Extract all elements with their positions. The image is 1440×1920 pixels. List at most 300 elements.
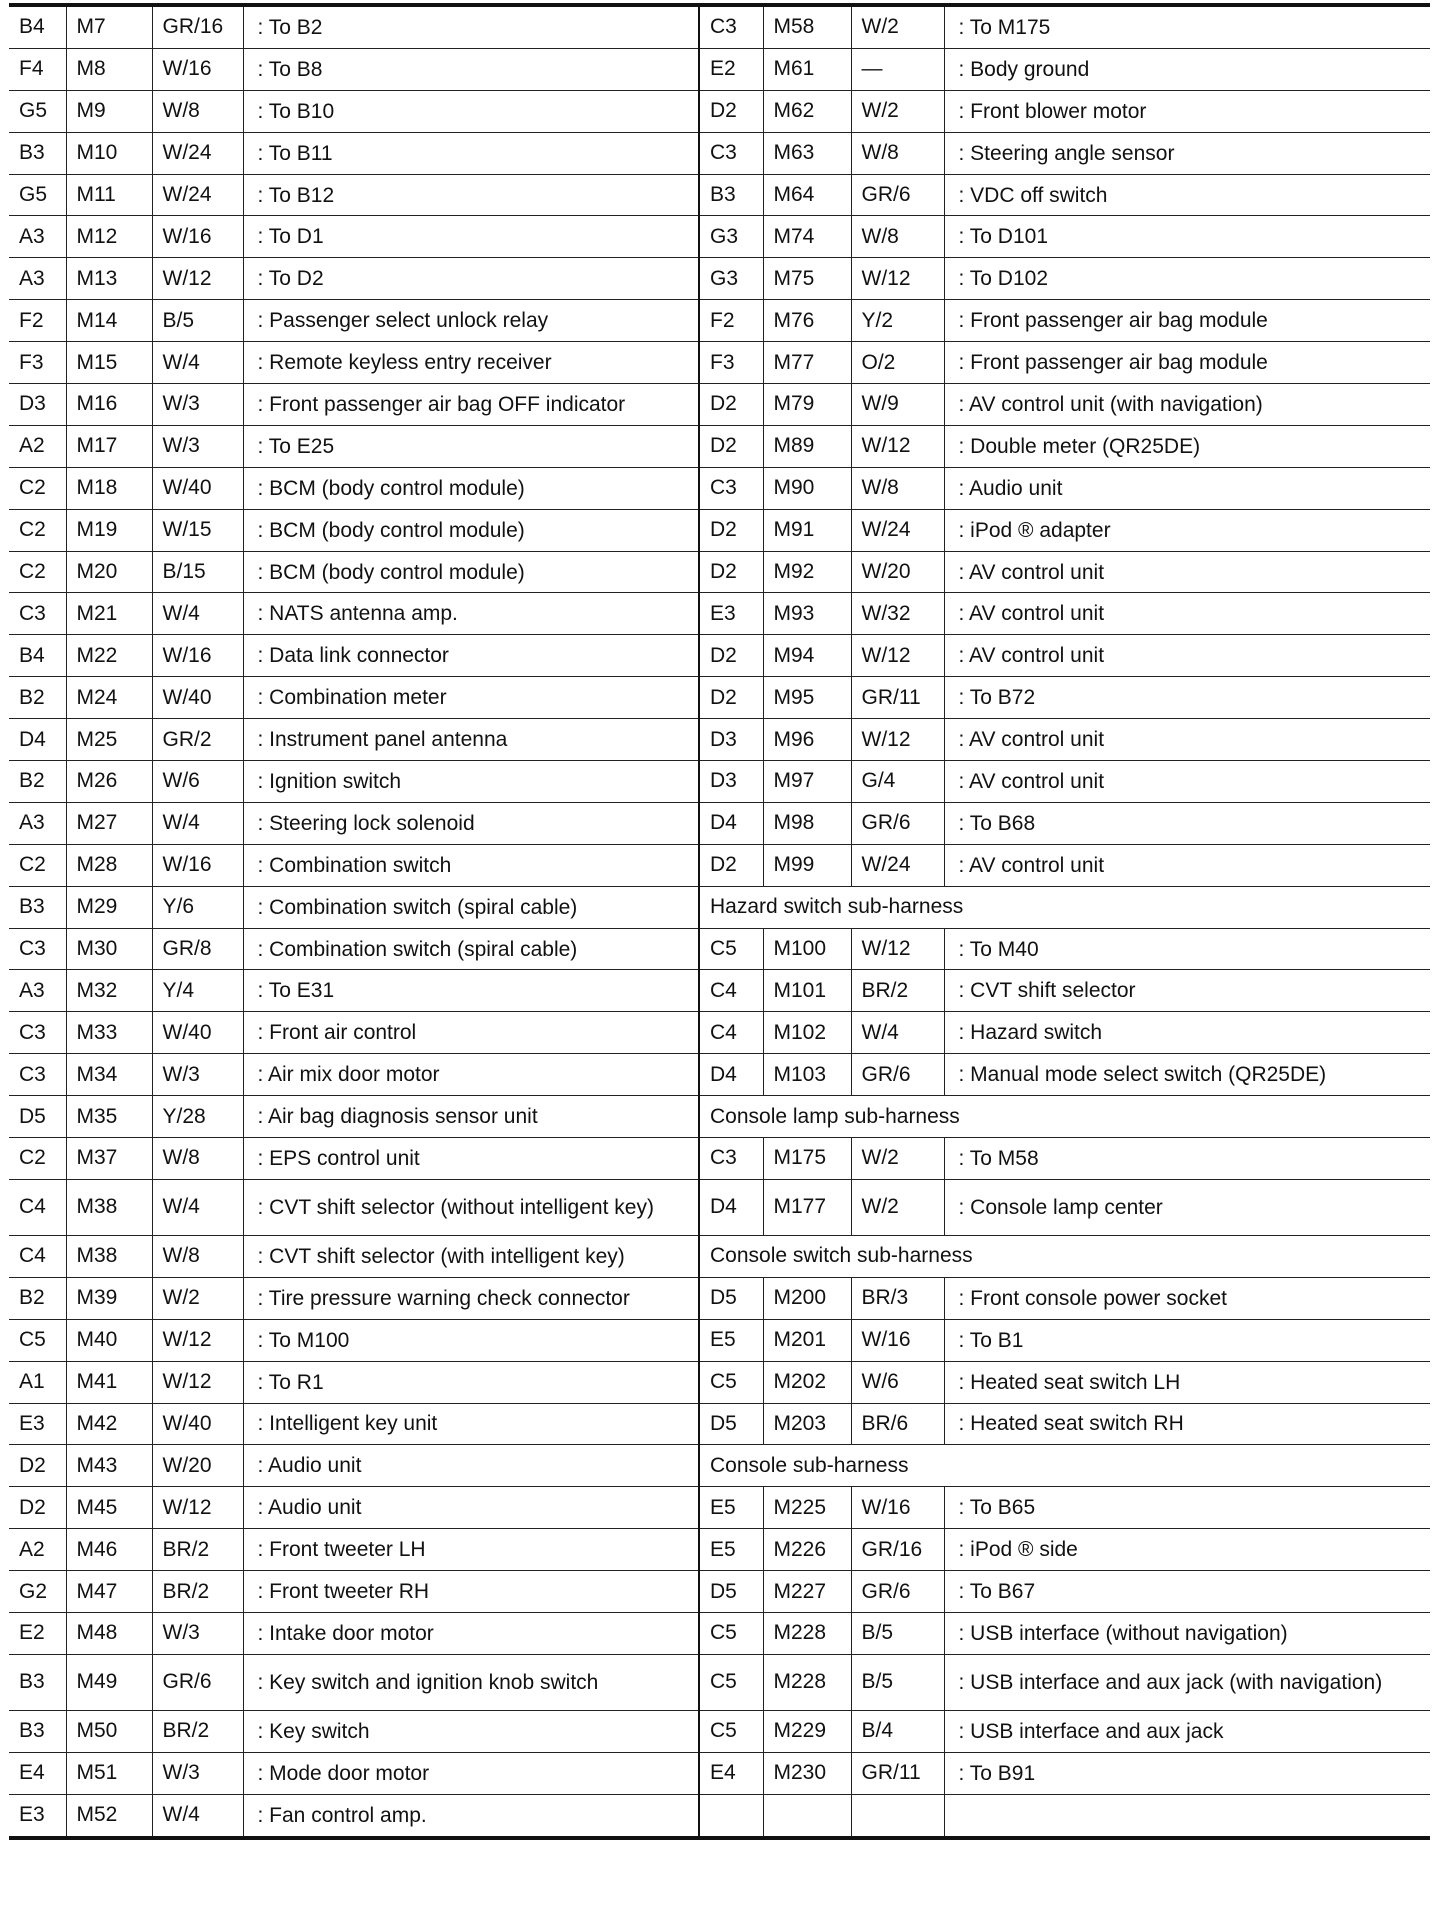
connector-description: : To B2 [243, 5, 699, 48]
grid-location: G3 [699, 258, 763, 300]
connector-number: M35 [66, 1096, 152, 1138]
connector-description: : To B10 [243, 90, 699, 132]
connector-description: : Hazard switch [944, 1012, 1430, 1054]
connector-color-pins: BR/2 [152, 1529, 243, 1571]
connector-number: M32 [66, 970, 152, 1012]
grid-location: D2 [699, 509, 763, 551]
connector-description: : Front blower motor [944, 90, 1430, 132]
grid-location: D3 [699, 761, 763, 803]
connector-description: : Console lamp center [944, 1179, 1430, 1235]
table-row [9, 425, 1430, 467]
connector-number: M12 [66, 216, 152, 258]
table-row [9, 1319, 1430, 1361]
connector-number: M22 [66, 635, 152, 677]
connector-description: : AV control unit [944, 635, 1430, 677]
connector-description: : Air bag diagnosis sensor unit [243, 1096, 699, 1138]
grid-location: D2 [699, 551, 763, 593]
connector-color-pins: W/24 [851, 844, 944, 886]
connector-number: M229 [763, 1710, 851, 1752]
connector-color-pins: GR/11 [851, 1752, 944, 1794]
connector-color-pins: Y/6 [152, 886, 243, 928]
connector-number: M202 [763, 1361, 851, 1403]
connector-color-pins: GR/6 [851, 802, 944, 844]
connector-number: M203 [763, 1403, 851, 1445]
connector-description: : To B8 [243, 48, 699, 90]
table-row [9, 802, 1430, 844]
connector-number: M34 [66, 1054, 152, 1096]
connector-number: M175 [763, 1138, 851, 1180]
connector-number: M16 [66, 384, 152, 426]
grid-location: D2 [699, 90, 763, 132]
table-row [9, 384, 1430, 426]
table-row [9, 300, 1430, 342]
connector-color-pins: W/20 [152, 1445, 243, 1487]
connector-description: : Instrument panel antenna [243, 719, 699, 761]
sub-harness-heading: Console switch sub-harness [699, 1235, 1430, 1277]
connector-number: M19 [66, 509, 152, 551]
connector-description: : Intelligent key unit [243, 1403, 699, 1445]
table-row [9, 593, 1430, 635]
connector-description: : CVT shift selector (without intelligent key) [243, 1179, 699, 1235]
connector-color-pins: BR/6 [851, 1403, 944, 1445]
connector-color-pins: W/24 [152, 174, 243, 216]
connector-color-pins: W/20 [851, 551, 944, 593]
connector-description: : Key switch [243, 1710, 699, 1752]
grid-location: B2 [9, 761, 66, 803]
table-row [9, 1012, 1430, 1054]
connector-color-pins: W/8 [851, 216, 944, 258]
connector-description: : Front air control [243, 1012, 699, 1054]
grid-location: C3 [9, 928, 66, 970]
connector-description: : To R1 [243, 1361, 699, 1403]
connector-description: : Intake door motor [243, 1612, 699, 1654]
grid-location: C2 [9, 509, 66, 551]
grid-location: C5 [699, 1361, 763, 1403]
connector-color-pins [851, 1794, 944, 1837]
connector-description: : Front tweeter LH [243, 1529, 699, 1571]
connector-color-pins: W/2 [851, 1179, 944, 1235]
connector-description: : AV control unit [944, 719, 1430, 761]
connector-color-pins: W/3 [152, 384, 243, 426]
table-row [9, 635, 1430, 677]
connector-number: M64 [763, 174, 851, 216]
connector-number: M8 [66, 48, 152, 90]
grid-location: D5 [699, 1571, 763, 1613]
grid-location: C3 [9, 1054, 66, 1096]
connector-color-pins: GR/2 [152, 719, 243, 761]
connector-table [9, 3, 1430, 1840]
grid-location: B3 [699, 174, 763, 216]
connector-color-pins: Y/4 [152, 970, 243, 1012]
connector-description: : To B65 [944, 1487, 1430, 1529]
connector-color-pins: GR/8 [152, 928, 243, 970]
connector-color-pins: W/16 [851, 1487, 944, 1529]
table-row [9, 5, 1430, 48]
connector-number: M48 [66, 1612, 152, 1654]
table-row [9, 174, 1430, 216]
connector-description: : Air mix door motor [243, 1054, 699, 1096]
grid-location: E5 [699, 1529, 763, 1571]
connector-color-pins: W/3 [152, 425, 243, 467]
connector-number: M15 [66, 342, 152, 384]
connector-color-pins: W/8 [851, 132, 944, 174]
connector-description: : To B12 [243, 174, 699, 216]
grid-location: D2 [699, 425, 763, 467]
connector-number: M227 [763, 1571, 851, 1613]
grid-location: D5 [9, 1096, 66, 1138]
connector-color-pins: GR/6 [152, 1654, 243, 1710]
connector-color-pins: W/40 [152, 1403, 243, 1445]
grid-location: C4 [699, 970, 763, 1012]
grid-location: C3 [699, 5, 763, 48]
connector-color-pins: W/40 [152, 467, 243, 509]
connector-color-pins: W/2 [851, 90, 944, 132]
connector-color-pins: W/8 [152, 1138, 243, 1180]
connector-description: : To M58 [944, 1138, 1430, 1180]
grid-location: C2 [9, 1138, 66, 1180]
connector-color-pins: W/16 [152, 48, 243, 90]
connector-color-pins: B/4 [851, 1710, 944, 1752]
connector-description: : Audio unit [243, 1487, 699, 1529]
connector-description: : AV control unit (with navigation) [944, 384, 1430, 426]
grid-location: G3 [699, 216, 763, 258]
connector-number: M225 [763, 1487, 851, 1529]
connector-number: M43 [66, 1445, 152, 1487]
connector-number: M11 [66, 174, 152, 216]
connector-number: M100 [763, 928, 851, 970]
connector-color-pins: B/5 [851, 1612, 944, 1654]
connector-number: M79 [763, 384, 851, 426]
table-row [9, 258, 1430, 300]
connector-color-pins: W/16 [152, 635, 243, 677]
table-row [9, 1794, 1430, 1837]
connector-number: M101 [763, 970, 851, 1012]
connector-description: : Front console power socket [944, 1277, 1430, 1319]
connector-color-pins: W/4 [152, 342, 243, 384]
table-row [9, 1235, 1430, 1277]
connector-number: M228 [763, 1612, 851, 1654]
connector-description: : AV control unit [944, 593, 1430, 635]
connector-description: : Steering lock solenoid [243, 802, 699, 844]
grid-location: E4 [9, 1752, 66, 1794]
connector-number: M42 [66, 1403, 152, 1445]
connector-color-pins: W/12 [851, 425, 944, 467]
connector-description: : To B91 [944, 1752, 1430, 1794]
connector-number: M75 [763, 258, 851, 300]
grid-location: B4 [9, 635, 66, 677]
grid-location: C4 [9, 1179, 66, 1235]
connector-number: M7 [66, 5, 152, 48]
connector-number: M230 [763, 1752, 851, 1794]
grid-location: E2 [9, 1612, 66, 1654]
grid-location: E4 [699, 1752, 763, 1794]
connector-number: M76 [763, 300, 851, 342]
connector-color-pins: BR/2 [851, 970, 944, 1012]
connector-number: M97 [763, 761, 851, 803]
connector-color-pins: W/40 [152, 1012, 243, 1054]
connector-color-pins: W/12 [152, 1361, 243, 1403]
grid-location: A2 [9, 425, 66, 467]
grid-location: C5 [699, 1710, 763, 1752]
grid-location: C4 [9, 1235, 66, 1277]
connector-number: M95 [763, 677, 851, 719]
connector-color-pins: W/12 [152, 1487, 243, 1529]
connector-description: : Remote keyless entry receiver [243, 342, 699, 384]
connector-number: M39 [66, 1277, 152, 1319]
connector-number: M200 [763, 1277, 851, 1319]
grid-location: C4 [699, 1012, 763, 1054]
connector-description: : Key switch and ignition knob switch [243, 1654, 699, 1710]
grid-location: C5 [699, 928, 763, 970]
sub-harness-heading: Console lamp sub-harness [699, 1096, 1430, 1138]
grid-location: F3 [9, 342, 66, 384]
table-row [9, 886, 1430, 928]
connector-color-pins: W/4 [851, 1012, 944, 1054]
connector-description: : Manual mode select switch (QR25DE) [944, 1054, 1430, 1096]
connector-number: M51 [66, 1752, 152, 1794]
grid-location: D5 [699, 1403, 763, 1445]
connector-number: M49 [66, 1654, 152, 1710]
connector-number: M45 [66, 1487, 152, 1529]
connector-description: : NATS antenna amp. [243, 593, 699, 635]
grid-location: B2 [9, 677, 66, 719]
grid-location: G5 [9, 174, 66, 216]
connector-color-pins: B/5 [851, 1654, 944, 1710]
table-row [9, 216, 1430, 258]
connector-description: : To B67 [944, 1571, 1430, 1613]
grid-location: B3 [9, 132, 66, 174]
connector-description: : Front passenger air bag module [944, 342, 1430, 384]
connector-color-pins: GR/6 [851, 1054, 944, 1096]
connector-description: : To D102 [944, 258, 1430, 300]
connector-description: : Mode door motor [243, 1752, 699, 1794]
connector-number: M74 [763, 216, 851, 258]
connector-color-pins: G/4 [851, 761, 944, 803]
connector-color-pins: W/24 [851, 509, 944, 551]
connector-color-pins: W/6 [152, 761, 243, 803]
connector-number: M201 [763, 1319, 851, 1361]
connector-description [944, 1794, 1430, 1837]
connector-description: : To E25 [243, 425, 699, 467]
connector-description: : Combination switch (spiral cable) [243, 886, 699, 928]
connector-number [763, 1794, 851, 1837]
connector-number: M177 [763, 1179, 851, 1235]
table-row [9, 761, 1430, 803]
grid-location: A3 [9, 216, 66, 258]
grid-location: C2 [9, 551, 66, 593]
connector-description: : To D1 [243, 216, 699, 258]
connector-number: M228 [763, 1654, 851, 1710]
connector-description: : AV control unit [944, 844, 1430, 886]
grid-location: C5 [699, 1654, 763, 1710]
connector-description: : CVT shift selector (with intelligent key) [243, 1235, 699, 1277]
connector-color-pins: BR/2 [152, 1710, 243, 1752]
table-row [9, 132, 1430, 174]
connector-number: M94 [763, 635, 851, 677]
connector-description: : CVT shift selector [944, 970, 1430, 1012]
connector-color-pins: W/2 [851, 1138, 944, 1180]
table-row [9, 1138, 1430, 1180]
table-row [9, 1487, 1430, 1529]
connector-rows [9, 5, 1430, 1838]
connector-color-pins: W/12 [152, 258, 243, 300]
connector-description: : BCM (body control module) [243, 551, 699, 593]
connector-number: M41 [66, 1361, 152, 1403]
table-row [9, 970, 1430, 1012]
connector-number: M18 [66, 467, 152, 509]
table-row [9, 844, 1430, 886]
connector-number: M102 [763, 1012, 851, 1054]
connector-number: M92 [763, 551, 851, 593]
connector-color-pins: Y/2 [851, 300, 944, 342]
grid-location: E5 [699, 1487, 763, 1529]
connector-description: : To D101 [944, 216, 1430, 258]
connector-number: M37 [66, 1138, 152, 1180]
grid-location: C5 [699, 1612, 763, 1654]
grid-location: F2 [9, 300, 66, 342]
grid-location: D3 [699, 719, 763, 761]
connector-number: M27 [66, 802, 152, 844]
connector-description: : To M100 [243, 1319, 699, 1361]
connector-description: : Front tweeter RH [243, 1571, 699, 1613]
grid-location: A3 [9, 802, 66, 844]
connector-color-pins: W/4 [152, 1179, 243, 1235]
connector-color-pins: W/16 [152, 216, 243, 258]
connector-number: M99 [763, 844, 851, 886]
grid-location: F3 [699, 342, 763, 384]
table-row [9, 1445, 1430, 1487]
connector-color-pins: W/2 [152, 1277, 243, 1319]
grid-location: E3 [699, 593, 763, 635]
connector-color-pins: W/4 [152, 593, 243, 635]
grid-location: D2 [699, 844, 763, 886]
connector-description: : To B1 [944, 1319, 1430, 1361]
connector-number: M50 [66, 1710, 152, 1752]
connector-number: M61 [763, 48, 851, 90]
table-row [9, 1179, 1430, 1235]
table-row [9, 1403, 1430, 1445]
grid-location: D4 [699, 1054, 763, 1096]
grid-location: D2 [699, 677, 763, 719]
grid-location: A3 [9, 970, 66, 1012]
grid-location: B3 [9, 1710, 66, 1752]
table-row [9, 1529, 1430, 1571]
grid-location: A3 [9, 258, 66, 300]
grid-location: B3 [9, 1654, 66, 1710]
table-row [9, 90, 1430, 132]
grid-location: E5 [699, 1319, 763, 1361]
grid-location: A1 [9, 1361, 66, 1403]
connector-number: M52 [66, 1794, 152, 1837]
grid-location: C3 [9, 1012, 66, 1054]
connector-number: M14 [66, 300, 152, 342]
connector-number: M24 [66, 677, 152, 719]
table-row [9, 551, 1430, 593]
table-row [9, 1654, 1430, 1710]
connector-description: : Front passenger air bag OFF indicator [243, 384, 699, 426]
connector-description: : USB interface (without navigation) [944, 1612, 1430, 1654]
connector-color-pins: BR/2 [152, 1571, 243, 1613]
table-row [9, 1612, 1430, 1654]
connector-description: : USB interface and aux jack (with navigation) [944, 1654, 1430, 1710]
connector-number: M47 [66, 1571, 152, 1613]
connector-description: : EPS control unit [243, 1138, 699, 1180]
connector-description: : Ignition switch [243, 761, 699, 803]
connector-color-pins: W/9 [851, 384, 944, 426]
connector-color-pins: — [851, 48, 944, 90]
grid-location: G5 [9, 90, 66, 132]
connector-color-pins: W/15 [152, 509, 243, 551]
connector-color-pins: W/8 [152, 1235, 243, 1277]
grid-location: E3 [9, 1403, 66, 1445]
connector-description: : To B72 [944, 677, 1430, 719]
connector-description: : Audio unit [944, 467, 1430, 509]
table-row [9, 719, 1430, 761]
grid-location: D3 [9, 384, 66, 426]
connector-description: : AV control unit [944, 761, 1430, 803]
connector-number: M21 [66, 593, 152, 635]
grid-location: C2 [9, 467, 66, 509]
connector-description: : To B11 [243, 132, 699, 174]
connector-number: M33 [66, 1012, 152, 1054]
connector-description: : To B68 [944, 802, 1430, 844]
connector-number: M38 [66, 1179, 152, 1235]
connector-number: M93 [763, 593, 851, 635]
sub-harness-heading: Hazard switch sub-harness [699, 886, 1430, 928]
connector-description: : Passenger select unlock relay [243, 300, 699, 342]
table-row [9, 677, 1430, 719]
connector-color-pins: W/12 [851, 719, 944, 761]
table-row [9, 467, 1430, 509]
connector-color-pins: W/4 [152, 1794, 243, 1837]
connector-description: : Tire pressure warning check connector [243, 1277, 699, 1319]
connector-description: : Steering angle sensor [944, 132, 1430, 174]
connector-number: M96 [763, 719, 851, 761]
connector-number: M63 [763, 132, 851, 174]
connector-color-pins: W/8 [851, 467, 944, 509]
connector-color-pins: W/16 [152, 844, 243, 886]
connector-description: : BCM (body control module) [243, 509, 699, 551]
connector-color-pins: GR/6 [851, 174, 944, 216]
connector-color-pins: GR/16 [851, 1529, 944, 1571]
grid-location [699, 1794, 763, 1837]
connector-description: : Combination switch [243, 844, 699, 886]
connector-color-pins: GR/16 [152, 5, 243, 48]
connector-description: : Fan control amp. [243, 1794, 699, 1837]
connector-color-pins: W/12 [851, 928, 944, 970]
connector-number: M77 [763, 342, 851, 384]
table-row [9, 1054, 1430, 1096]
connector-number: M89 [763, 425, 851, 467]
connector-number: M226 [763, 1529, 851, 1571]
connector-color-pins: B/15 [152, 551, 243, 593]
grid-location: F2 [699, 300, 763, 342]
table-row [9, 1277, 1430, 1319]
connector-number: M17 [66, 425, 152, 467]
connector-number: M9 [66, 90, 152, 132]
table-row [9, 1752, 1430, 1794]
grid-location: D5 [699, 1277, 763, 1319]
connector-number: M30 [66, 928, 152, 970]
table-row [9, 48, 1430, 90]
connector-number: M29 [66, 886, 152, 928]
connector-color-pins: W/16 [851, 1319, 944, 1361]
connector-number: M58 [763, 5, 851, 48]
connector-color-pins: BR/3 [851, 1277, 944, 1319]
connector-color-pins: B/5 [152, 300, 243, 342]
connector-color-pins: W/24 [152, 132, 243, 174]
grid-location: D2 [9, 1487, 66, 1529]
